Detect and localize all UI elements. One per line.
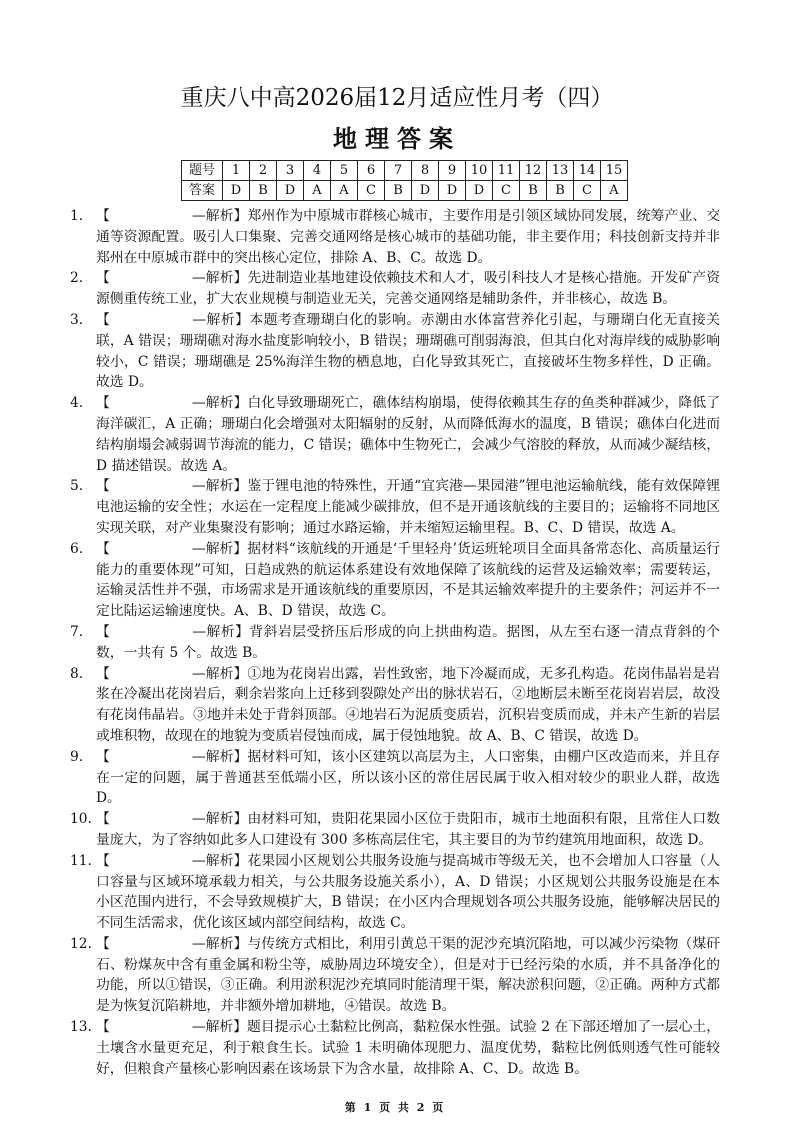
item-number: 8. xyxy=(70,665,84,682)
row-label: 题号 xyxy=(182,161,223,181)
explanation-label: —解析】 xyxy=(191,852,248,869)
item-body xyxy=(96,809,720,851)
bracket-open: 【 xyxy=(96,748,110,765)
question-number-cell: 10 xyxy=(466,161,493,181)
answer-table-answer-row xyxy=(182,181,628,201)
explanation-item xyxy=(70,622,720,664)
item-number: 7. xyxy=(70,623,84,640)
bracket-open: 【 xyxy=(96,208,110,224)
item-number: 4. xyxy=(70,395,84,412)
answer-cell: D xyxy=(466,181,493,201)
question-number-cell: 14 xyxy=(574,161,601,181)
question-number-cell: 5 xyxy=(331,161,358,181)
answer-cell: D xyxy=(277,181,304,201)
bracket-open: 【 xyxy=(96,811,110,828)
answer-cell: C xyxy=(358,181,385,201)
explanation-text: ①地为花岗岩出露，岩性致密，地下冷凝而成，无多孔构造。花岗伟晶岩是岩浆在冷凝出花岗岩后，剩余岩浆向上迁移到裂隙处产出的脉状岩石，②地断层未断至花岗岩岩层，故没有花岗伟晶岩。③地并未处于背斜顶部。④地岩石为泥质变质岩，沉积岩变质而成，并未产生新的岩层或堆积物，故现在的地貌为变质岩侵蚀而成，属于侵蚀地貌。故 A、B、C 错误，故选 D。 xyxy=(96,665,721,744)
row-label: 答案 xyxy=(182,181,223,201)
document-subtitle: 地理答案 xyxy=(333,124,461,153)
answer-cell: D xyxy=(223,181,250,201)
explanation-text: 与传统方式相比，利用引黄总干渠的泥沙充填沉陷地，可以减少污染物（煤矸石、粉煤灰中含有重金属和粉尘等，威胁周边环境安全），但是对于已经污染的水质，并不具备净化的功能，所以①错误，③正确。利用淤积泥沙充填同时能清理干渠，解决淤积问题，②正确。两种方式都是为恢复沉陷耕地，并非额外增加耕地，④错误。故选 B。 xyxy=(96,935,721,1015)
explanation-item xyxy=(70,268,720,310)
bracket-open: 【 xyxy=(96,623,111,640)
explanation-text: 题目提示心土黏粒比例高，黏粒保水性强。试验 2 在下部还增加了一层心土，土壤含水量更充足，利于粮食生长。试验 1 未明确体现肥力、温度优势，黏粒比例低则透气性可能较好，但粮食产量核心影响因素在该场景下为含水量，故排除 A、C、D。故选 B。 xyxy=(96,1019,721,1077)
explanation-text: 据材料“该航线的开通是‘千里轻舟’货运班轮项目全面具备常态化、高质量运行能力的重要体现”可知，日趋成熟的航运体系建设有效地保障了该航线的运营及运输效率；需要转运，运输灵活性并不强，市场需求是开通该航线的重要原因，不是其运输效率提升的主要条件；河运并不一定比陆运运输速度快。A、B、D 错误，故选 C。 xyxy=(96,540,721,620)
answer-cell: B xyxy=(520,181,547,201)
bracket-open: 【 xyxy=(96,852,110,869)
question-number-cell: 9 xyxy=(439,161,466,181)
item-body xyxy=(96,206,720,268)
item-number: 11. xyxy=(70,852,92,869)
explanation-item xyxy=(70,476,720,538)
answer-table-number-row xyxy=(182,161,628,181)
explanation-label: —解析】 xyxy=(191,208,248,224)
item-number: 10. xyxy=(70,811,92,828)
explanation-item xyxy=(70,809,720,851)
answer-cell: A xyxy=(304,181,331,201)
bracket-open: 【 xyxy=(96,311,111,328)
explanation-label: —解析】 xyxy=(191,478,248,495)
bracket-open: 【 xyxy=(96,270,110,287)
explanation-item xyxy=(70,851,720,934)
item-number: 12. xyxy=(70,935,92,952)
explanation-label: —解析】 xyxy=(191,1019,248,1036)
item-body xyxy=(96,1017,720,1079)
explanation-text: 郑州作为中原城市群核心城市，主要作用是引领区域协同发展，统筹产业、交通等资源配置。吸引人口集聚、完善交通网络是核心城市的基础功能，非主要作用；科技创新支持并非郑州在中原城市群中的突出核心定位，排除 A、B、C。故选 D。 xyxy=(96,208,721,266)
question-number-cell: 3 xyxy=(277,161,304,181)
explanation-text: 背斜岩层受挤压后形成的向上拱曲构造。据图，从左至右逐一清点背斜的个数，一共有 5 个。故选 B。 xyxy=(96,623,721,661)
item-body xyxy=(96,539,720,622)
bracket-open: 【 xyxy=(96,395,110,412)
explanation-text: 先进制造业基地建设依赖技术和人才，吸引科技人才是核心措施。开发矿产资源侧重传统工业，扩大农业规模与制造业无关，完善交通网络是辅助条件，并非核心，故选 B。 xyxy=(96,270,721,308)
question-number-cell: 1 xyxy=(223,161,250,181)
explanation-label: —解析】 xyxy=(192,623,250,640)
explanation-item xyxy=(70,664,720,747)
answer-cell: B xyxy=(250,181,277,201)
explanation-item xyxy=(70,747,720,809)
item-body xyxy=(96,664,720,747)
answer-cell: A xyxy=(331,181,358,201)
explanation-text: 花果园小区规划公共服务设施与提高城市等级无关，也不会增加人口容量（人口容量与区域环境承载力相关，与公共服务设施关系小），A、D 错误；小区规划公共服务设施是在本小区范围内进行，不会导致规模扩大，B 错误；在小区内合理规划各项公共服务设施，能够解决居民的不同生活需求，优化该区域内部空间结构，故选 C。 xyxy=(96,852,721,932)
item-number: 3. xyxy=(70,311,84,328)
question-number-cell: 12 xyxy=(520,161,547,181)
item-number: 2. xyxy=(70,270,84,287)
bracket-open: 【 xyxy=(96,935,110,952)
explanation-item xyxy=(70,539,720,622)
question-number-cell: 15 xyxy=(601,161,628,181)
explanation-text: 由材料可知，贵阳花果园小区位于贵阳市，城市土地面积有限，且常住人口数量庞大，为了容纳如此多人口建设有 300 多栋高层住宅，其主要目的为节约建筑用地面积，故选 D。 xyxy=(96,811,721,848)
page-body xyxy=(70,206,720,1115)
bracket-open: 【 xyxy=(96,478,110,495)
question-number-cell: 8 xyxy=(412,161,439,181)
document-title: 重庆八中高2026届12月适应性月考（四） xyxy=(180,85,614,111)
answer-cell: B xyxy=(547,181,574,201)
explanation-item xyxy=(70,310,720,393)
explanation-label: —解析】 xyxy=(191,935,248,952)
explanation-text: 据材料可知，该小区建筑以高层为主，人口密集，由棚户区改造而来，并且存在一定的问题，属于普通甚至低端小区，所以该小区的常住居民属于收入相对较少的职业人群，故选 D。 xyxy=(96,748,721,807)
item-number: 13. xyxy=(70,1019,92,1036)
question-number-cell: 6 xyxy=(358,161,385,181)
explanation-label: —解析】 xyxy=(191,748,248,765)
explanation-item xyxy=(70,393,720,476)
answer-cell: B xyxy=(385,181,412,201)
question-number-cell: 13 xyxy=(547,161,574,181)
explanation-list xyxy=(70,206,720,1079)
explanation-label: —解析】 xyxy=(191,811,248,828)
answer-cell: C xyxy=(574,181,601,201)
explanation-label: —解析】 xyxy=(191,665,248,682)
question-number-cell: 7 xyxy=(385,161,412,181)
explanation-label: —解析】 xyxy=(191,270,248,287)
explanation-label: —解析】 xyxy=(192,311,250,328)
explanation-text: 鉴于锂电池的特殊性，开通“宜宾港—果园港”锂电池运输航线，能有效保障锂电池运输的安全性；水运在一定程度上能减少碳排放，但不是开通该航线的主要目的；运输将不同地区实现关联，对产业集聚没有影响；通过水路运输，并未缩短运输里程。B、C、D 错误，故选 A。 xyxy=(96,478,721,536)
item-body xyxy=(96,310,720,393)
answer-cell: D xyxy=(412,181,439,201)
item-number: 6. xyxy=(70,540,84,557)
answer-cell: A xyxy=(601,181,628,201)
item-number: 5. xyxy=(70,478,84,495)
item-number: 9. xyxy=(70,748,84,765)
answer-table xyxy=(181,160,628,201)
item-body xyxy=(96,622,720,664)
item-body xyxy=(96,851,720,934)
explanation-text: 本题考查珊瑚白化的影响。赤潮由水体富营养化引起，与珊瑚白化无直接关联，A 错误；珊瑚礁对海水盐度影响较小，B 错误；珊瑚礁可削弱海浪，但其白化对海岸线的威胁影响较小，C 错误；珊瑚礁是 25%海洋生物的栖息地，白化导致其死亡，直接破坏生物多样性，D 正确。故选 D。 xyxy=(96,311,721,391)
explanation-label: —解析】 xyxy=(191,395,248,412)
item-body xyxy=(96,393,720,476)
answer-cell: D xyxy=(439,181,466,201)
item-body xyxy=(96,268,720,310)
explanation-item xyxy=(70,934,720,1017)
explanation-item xyxy=(70,206,720,268)
answer-cell: C xyxy=(493,181,520,201)
item-body xyxy=(96,476,720,538)
bracket-open: 【 xyxy=(96,1019,110,1036)
item-body xyxy=(96,934,720,1017)
page-footer: 第 1 页 共 2 页 xyxy=(344,1101,446,1115)
explanation-label: —解析】 xyxy=(191,540,248,557)
question-number-cell: 4 xyxy=(304,161,331,181)
bracket-open: 【 xyxy=(96,665,110,682)
question-number-cell: 11 xyxy=(493,161,520,181)
question-number-cell: 2 xyxy=(250,161,277,181)
explanation-text: 白化导致珊瑚死亡，礁体结构崩塌，使得依赖其生存的鱼类种群减少，降低了海洋碳汇，A 正确；珊瑚白化会增强对太阳辐射的反射，从而降低海水的温度，B 错误；礁体白化进而结构崩塌会减弱调节海流的能力，C 错误；礁体中生物死亡，会减少气溶胶的释放，从而减少凝结核，D 描述错误。故选 A。 xyxy=(96,395,721,474)
item-body xyxy=(96,747,720,809)
item-number: 1. xyxy=(70,208,84,224)
explanation-item xyxy=(70,1017,720,1079)
bracket-open: 【 xyxy=(96,540,110,557)
